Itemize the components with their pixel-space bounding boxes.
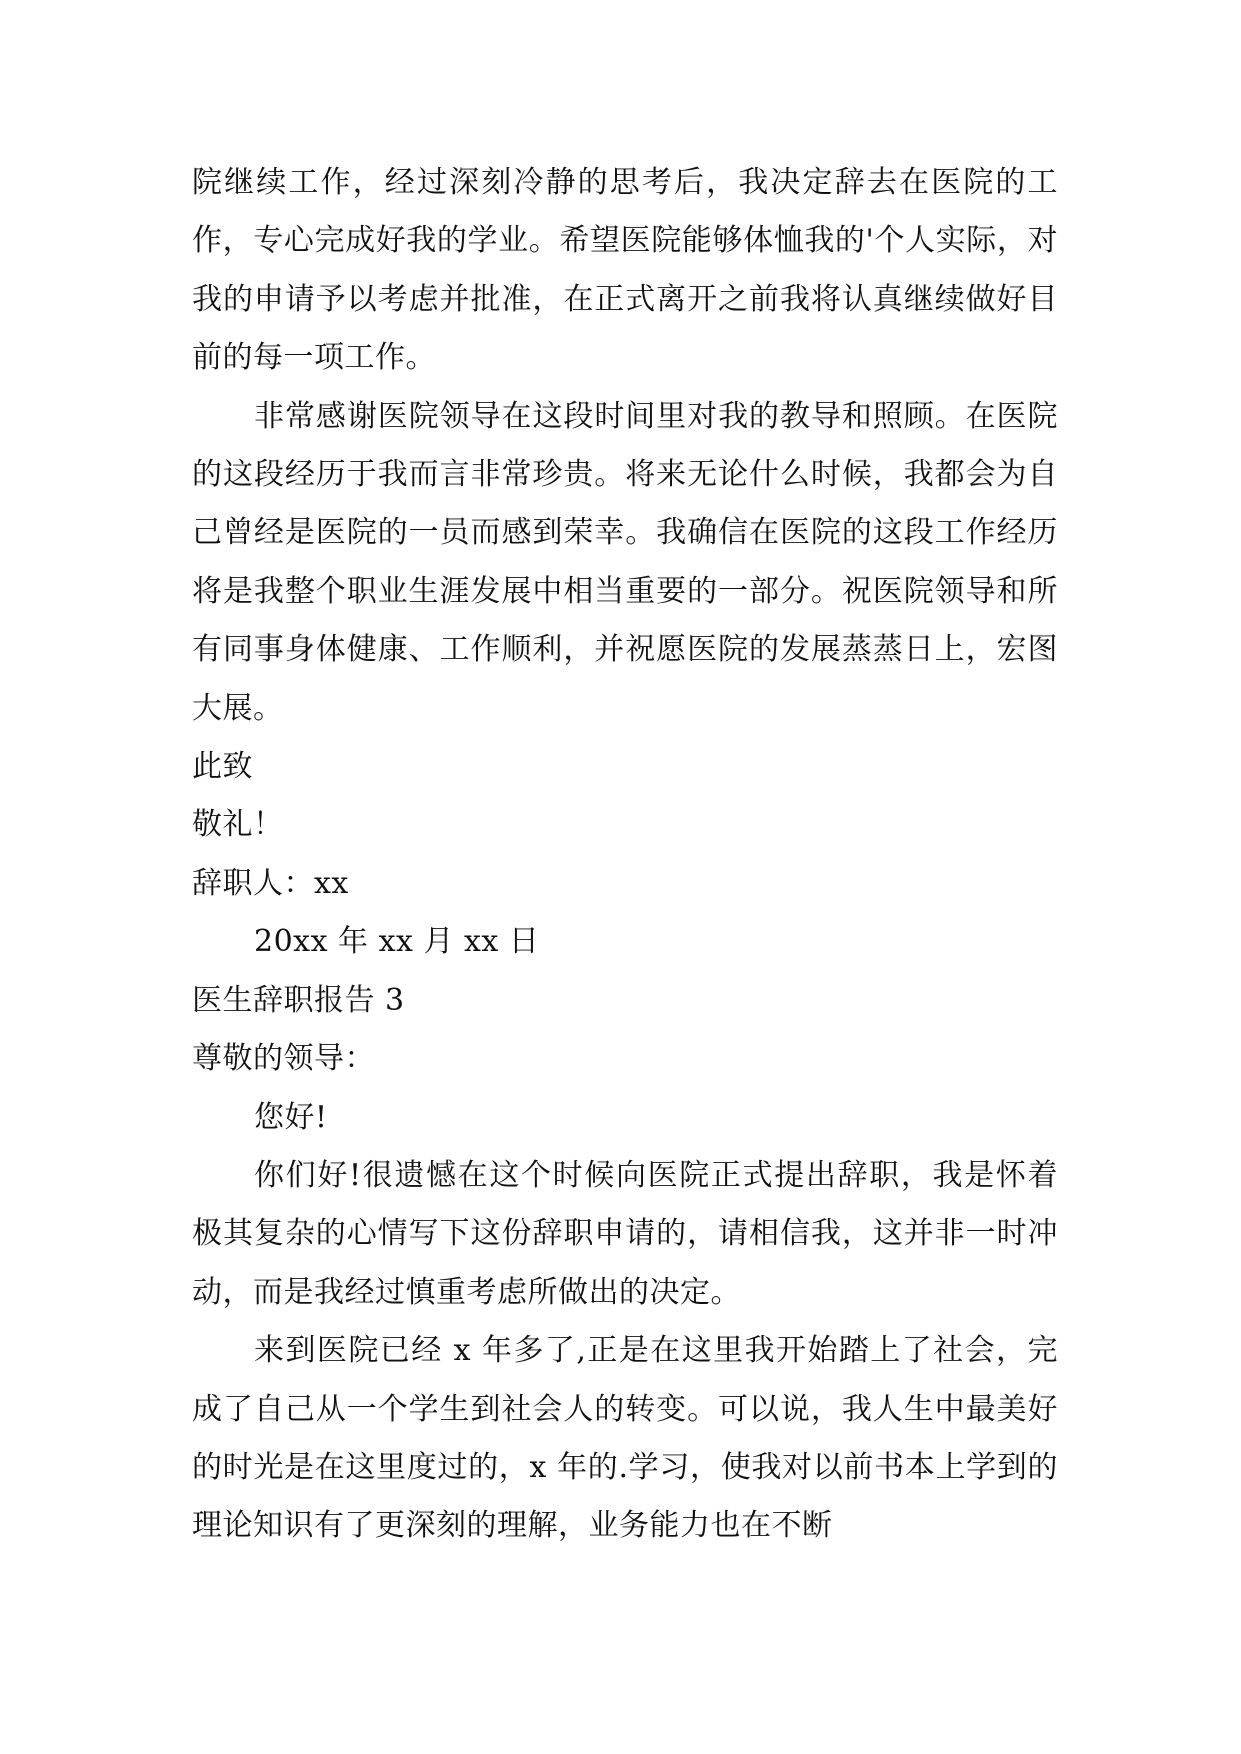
paragraph-continuation: 院继续工作，经过深刻冷静的思考后，我决定辞去在医院的工作，专心完成好我的学业。希望医院能够体恤我的'个人实际，对我的申请予以考虑并批准，在正式离开之前我将认真继续做好目前的每一项工作。 [192, 165, 1058, 376]
salutation-line: 尊敬的领导： [192, 1041, 375, 1077]
closing-line-1: 此致 [192, 749, 253, 785]
greeting-line: 您好! [254, 1099, 328, 1135]
paragraph-thanks: 非常感谢医院领导在这段时间里对我的教导和照顾。在医院的这段经历于我而言非常珍贵。将来无论什么时候，我都会为自己曾经是医院的一员而感到荣幸。我确信在医院的这段工作经历将是我整个职业生涯发展中相当重要的一部分。祝医院领导和所有同事身体健康、工作顺利，并祝愿医院的发展蒸蒸日上，宏图大展。 [192, 398, 1058, 726]
paragraph-resignation: 你们好!很遗憾在这个时候向医院正式提出辞职，我是怀着极其复杂的心情写下这份辞职申请的，请相信我，这并非一时冲动，而是我经过慎重考虑所做出的决定。 [192, 1157, 1058, 1310]
closing-line-2: 敬礼！ [192, 807, 284, 843]
date-line: 20xx 年 xx 月 xx 日 [254, 924, 540, 960]
paragraph-experience: 来到医院已经 x 年多了,正是在这里我开始踏上了社会，完成了自己从一个学生到社会人的转变。可以说，我人生中最美好的时光是在这里度过的，x 年的.学习，使我对以前书本上学到的理论知识有了更深刻的理解，业务能力也在不断 [192, 1333, 1058, 1544]
signer-line: 辞职人：xx [192, 865, 349, 901]
document-body [192, 154, 1058, 1556]
section-title: 医生辞职报告 3 [192, 982, 405, 1018]
